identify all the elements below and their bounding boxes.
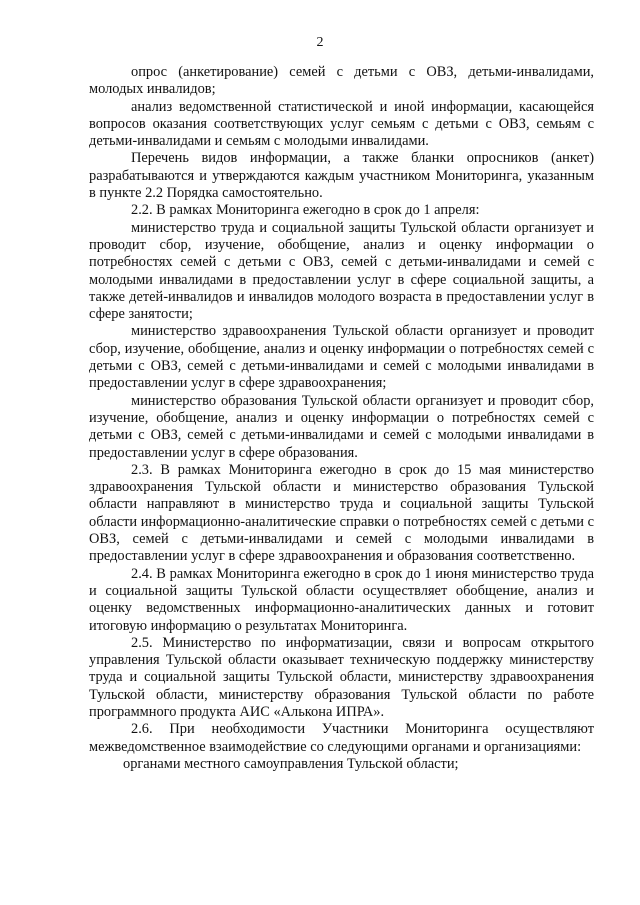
paragraph-ministry-health: министерство здравоохранения Тульской области организует и проводит сбор, изучение, обобщение, анализ и оценку информации о потребностях семей с детьми с ОВЗ, семей с детьми-инвалидами и семей с молодыми инвалидами в предоставлении услуг в сфере здравоохранения;	[89, 323, 594, 392]
paragraph-ministry-labor: министерство труда и социальной защиты Тульской области организует и проводит сбор, изучение, обобщение, анализ и оценку информации о потребностях семей с детьми с ОВЗ, семей с детьми-инвалидами и семей с молодыми инвалидами в предоставлении услуг в сфере социальной защиты, а также детей-инвалидов и инвалидов молодого возраста в предоставлении услуг в сфере занятости;	[89, 219, 594, 323]
paragraph-section-2-2: 2.2. В рамках Мониторинга ежегодно в срок до 1 апреля:	[131, 202, 480, 219]
paragraph-local-authorities: органами местного самоуправления Тульской области;	[123, 755, 459, 772]
paragraph-section-2-6: 2.6. При необходимости Участники Мониторинга осуществляют межведомственное взаимодействие со следующими органами и организациями:	[89, 721, 594, 755]
paragraph-analysis: анализ ведомственной статистической и иной информации, касающейся вопросов оказания соответствующих услуг семьям с детьми с ОВЗ, семьям с детьми-инвалидами и семьям с молодыми инвалидами.	[89, 98, 594, 150]
page-number: 2	[316, 35, 324, 50]
paragraph-ministry-education: министерство образования Тульской области организует и проводит сбор, изучение, обобщение, анализ и оценку информации о потребностях семей с детьми с ОВЗ, семей с детьми-инвалидами и семей с молодыми инвалидами в предоставлении услуг в сфере образования.	[89, 392, 594, 461]
document-body	[89, 64, 594, 773]
paragraph-survey: опрос (анкетирование) семей с детьми с ОВЗ, детьми-инвалидами, молодых инвалидов;	[89, 64, 594, 98]
paragraph-section-2-5: 2.5. Министерство по информатизации, связи и вопросам открытого управления Тульской области оказывает техническую поддержку министерству труда и социальной защиты Тульской области, министерству здравоохранения Тульской области, министерству образования Тульской области по работе программного продукта АИС «Алькона ИПРА».	[89, 634, 594, 720]
paragraph-section-2-3: 2.3. В рамках Мониторинга ежегодно в срок до 15 мая министерство здравоохранения Тульской области и министерство образования Тульской области направляют в министерство труда и социальной защиты Тульской области информационно-аналитические справки о потребностях семей с детьми с ОВЗ, семей с детьми-инвалидами и семей с молодыми инвалидами в предоставлении услуг в сфере здравоохранения и образования соответственно.	[89, 461, 594, 565]
paragraph-information-types: Перечень видов информации, а также бланки опросников (анкет) разрабатываются и утверждаются каждым участником Мониторинга, указанным в пункте 2.2 Порядка самостоятельно.	[89, 150, 594, 202]
paragraph-section-2-4: 2.4. В рамках Мониторинга ежегодно в срок до 1 июня министерство труда и социальной защиты Тульской области осуществляет обобщение, анализ и оценку ведомственных информационно-аналитических данных и готовит итоговую информацию о результатах Мониторинга.	[89, 565, 594, 634]
